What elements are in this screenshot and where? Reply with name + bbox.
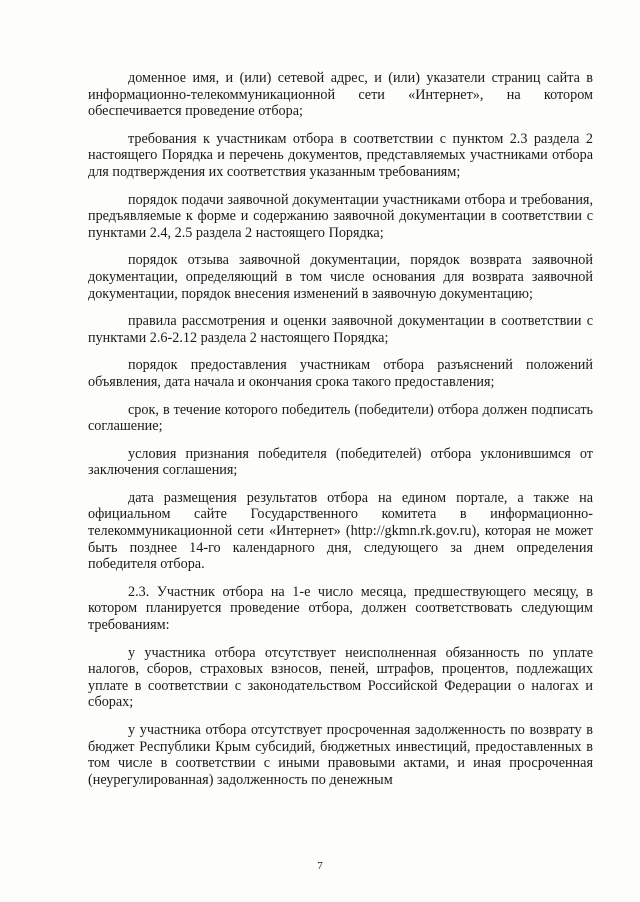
paragraph-signing-deadline: срок, в течение которого победитель (победители) отбора должен подписать соглашение; [88, 401, 593, 435]
paragraph-evasion-conditions: условия признания победителя (победителей) отбора уклонившимся от заключения соглашения; [88, 445, 593, 479]
paragraph-clarification-procedure: порядок предоставления участникам отбора разъяснений положений объявления, дата начала и окончания срока такого предоставления; [88, 357, 593, 390]
paragraph-submission-procedure: порядок подачи заявочной документации участниками отбора и требования, предъявляемые к форме и содержанию заявочной документации в соответствии с пунктами 2.4, 2.5 раздела 2 настоящего Порядка; [88, 191, 593, 241]
paragraph-participant-requirements: требования к участникам отбора в соответствии с пунктом 2.3 раздела 2 настоящего Порядка и перечень документов, представляемых участниками отбора для подтверждения их соответствия указанным требованиям; [88, 130, 593, 180]
paragraph-evaluation-rules: правила рассмотрения и оценки заявочной документации в соответствии с пунктами 2.6-2.12 раздела 2 настоящего Порядка; [88, 313, 593, 346]
paragraph-withdrawal-procedure: порядок отзыва заявочной документации, порядок возврата заявочной документации, определяющий в том числе основания для возврата заявочной документации, порядок внесения изменений в заявочную документацию; [88, 252, 593, 302]
page-number: 7 [317, 860, 323, 872]
document-body [88, 70, 593, 799]
paragraph-overdue-debt: у участника отбора отсутствует просроченная задолженность по возврату в бюджет Республики Крым субсидий, бюджетных инвестиций, предоставленных в том числе в соответствии с иными правовыми актами, и иная просроченная (неурегулированная) задолженность по денежным [88, 722, 593, 788]
paragraph-section-2-3: 2.3. Участник отбора на 1-е число месяца, предшествующего месяцу, в котором планируется проведение отбора, должен соответствовать следующим требованиям: [88, 583, 593, 634]
paragraph-results-publication: дата размещения результатов отбора на едином портале, а также на официальном сайте Государственного комитета в информационно-телекоммуникационной сети «Интернет» (http://gkmn.rk.gov.ru), которая не может быть позднее 14-го календарного дня, следующего за днем определения победителя отбора. [88, 489, 593, 573]
paragraph-domain-name: доменное имя, и (или) сетевой адрес, и (или) указатели страниц сайта в информационно-телекоммуникационной сети «Интернет», на котором обеспечивается проведение отбора; [88, 70, 593, 120]
paragraph-tax-obligations: у участника отбора отсутствует неисполненная обязанность по уплате налогов, сборов, страховых взносов, пеней, штрафов, процентов, подлежащих уплате в соответствии с законодательством Российской Федерации о налогах и сборах; [88, 644, 593, 711]
